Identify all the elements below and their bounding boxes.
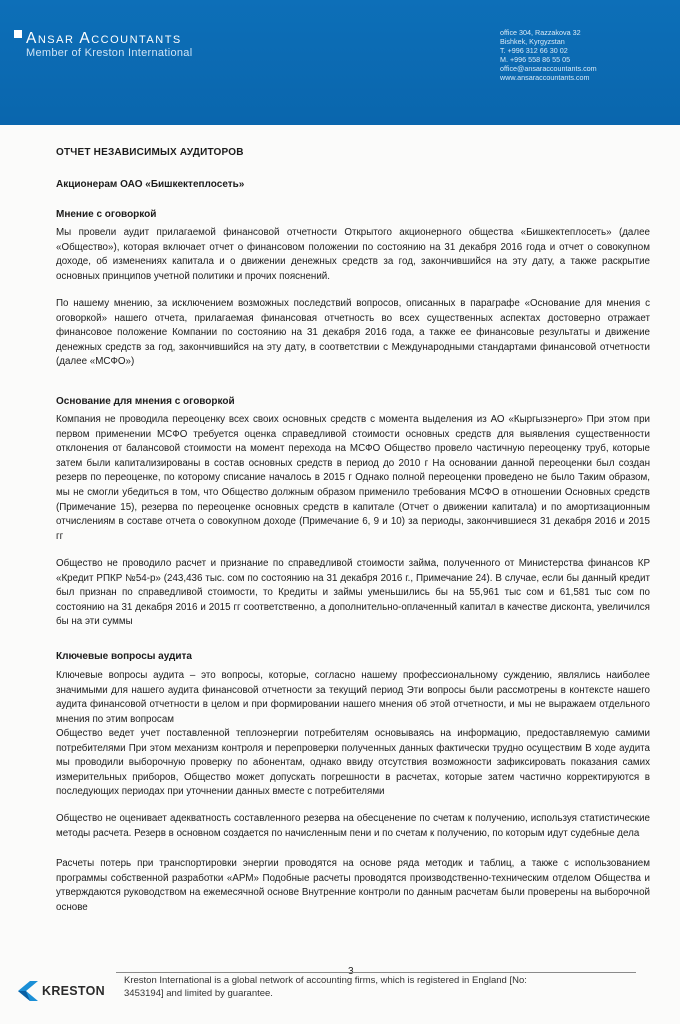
contact-mobile: M. +996 558 86 55 05	[500, 54, 571, 64]
paragraph: Общество не проводило расчет и признание по справедливой стоимости займа, полученного от Министерства финансов КР «Кредит РПКР №54-р» (243,436 тыс. сом по состоянию на 31 декабря 2016 г., Примечание 24). В случае, если бы данный кредит был признан по справедливой стоимости, то Кредиты и займы уменьшились бы на 55,961 тыс сом и 61,581 тыс сом по состоянию на 31 декабря 2016 и 2015 гг соответственно, а дополнительно-оплаченный капитал в качестве дисконта, увеличился бы на эти суммы	[56, 558, 650, 628]
contact-block	[500, 29, 597, 82]
paragraph: По нашему мнению, за исключением возможных последствий вопросов, описанных в параграфе «Основание для мнения с оговоркой» нашего отчета, прилагаемая финансовая отчетность во всех существенных аспектах достоверно отражает финансовое положение Компании по состоянию на 31 декабря 2016 года, а также ее финансовые результаты и движение денежных средств за год, закончившийся на эту дату, в соответствии с Международными стандартами финансовой отчетности (далее «МСФО»)	[56, 298, 650, 368]
paragraph: Расчеты потерь при транспортировки энергии проводятся на основе ряда методик и таблиц, а также с использованием программы собственной разработки «АРМ» Подобные расчеты проводятся производственно-техническим отделом Общества и утверждаются руководством на ежемесячной основе Внутренние контроли по данным расчетам были проверены на выборочной основе	[56, 858, 650, 913]
paragraph: Мы провели аудит прилагаемой финансовой отчетности Открытого акционерного общества «Бишкектеплосеть» (далее «Общество»), которая включает отчет о финансовом положении по состоянию на 31 декабря 2016 года и отчет о совокупном доходе, об изменениях капитала и о движении денежных средств за год, закончившийся на эту дату, а также раскрытие основных принципов учетной политики и прочих пояснений.	[56, 227, 650, 282]
letterhead	[0, 0, 680, 125]
paragraph: Общество не оценивает адекватность составленного резерва на обесценение по счетам к получению, используя статистические методы расчета. Резерв в основном создается по начисленным пени и по счетам к получению, по которым идут судебные дела	[56, 813, 650, 839]
paragraph: Общество ведет учет поставленной теплоэнергии потребителям основываясь на информацию, предоставляемую самими потребителями При этом механизм контроля и перепроверки полученных данных фактически трудно осуществим В ходе аудита мы проводили выборочную проверку по абонентам, однако ввиду отсутствия возможности зафиксировать показания самих измерительных приборов, Общество может допускать погрешности в расчетах, которые затем частично корректируются в последующих периодах при уточнении данных вместе с потребителями	[56, 728, 650, 798]
footer-divider	[116, 972, 636, 973]
firm-logo-mark	[14, 30, 22, 38]
paragraph: Компания не проводила переоценку всех своих основных средств с момента выделения из АО «Кыргызэнерго» При этом при первом применении МСФО требуется оценка справедливой стоимости основных средств для выявления существенности отклонения от балансовой стоимости на момент перехода на МСФО Общество провело частичную переоценку труб, которые затем были капитализированы в состав основных средств в период до 2010 г На основании данной переоценки был создан резерв по переоценке, по которому списание началось в 2015 г Однако полной переоценки проведено не было Таким образом, мы не смогли убедиться в том, что Общество должным образом применило требования МСФО в отношении Основных средств (Примечание 15), резерва по переоценке основных средств в капитале (Отчет о движении капитала) и по амортизационным отчислениям в составе отчета о совокупном доходе (Примечание 6, 9 и 10) за периоды, закончившиеся 31 декабря 2016 и 2015 гг	[56, 414, 650, 542]
section-heading-basis-for-opinion: Основание для мнения с оговоркой	[56, 396, 235, 407]
member-of-text: Member of Kreston International	[26, 47, 193, 59]
kreston-logo-text: KRESTON	[42, 984, 105, 998]
contact-city-line: Bishkek, Kyrgyzstan	[500, 36, 565, 46]
contact-email[interactable]: office@ansaraccountants.com	[500, 63, 597, 73]
section-heading-qualified-opinion: Мнение с оговоркой	[56, 209, 157, 220]
contact-website[interactable]: www.ansaraccountants.com	[500, 72, 590, 82]
firm-name: Ansar Accountants	[26, 30, 182, 47]
footer-note: Kreston International is a global network of accounting firms, which is registered in England [No: 3453194] and limited by guarantee.	[124, 975, 527, 999]
contact-phone: T. +996 312 66 30 02	[500, 45, 568, 55]
contact-address-line: office 304, Razzakova 32	[500, 28, 581, 37]
report-addressee: Акционерам ОАО «Бишкектеплосеть»	[56, 179, 245, 190]
kreston-logo	[14, 979, 114, 1003]
section-heading-key-audit-matters: Ключевые вопросы аудита	[56, 651, 192, 662]
report-title: ОТЧЕТ НЕЗАВИСИМЫХ АУДИТОРОВ	[56, 147, 244, 158]
paragraph: Ключевые вопросы аудита – это вопросы, которые, согласно нашему профессиональному суждению, являлись наиболее значимыми для нашего аудита финансовой отчетности за текущий период Эти вопросы были рассмотрены в контексте нашего аудита финансовой отчетности в целом и при формировании нашего мнения об этой отчетности, и мы не выражаем отдельного мнения по этим вопросам	[56, 670, 650, 725]
kreston-k-icon	[14, 979, 40, 1003]
